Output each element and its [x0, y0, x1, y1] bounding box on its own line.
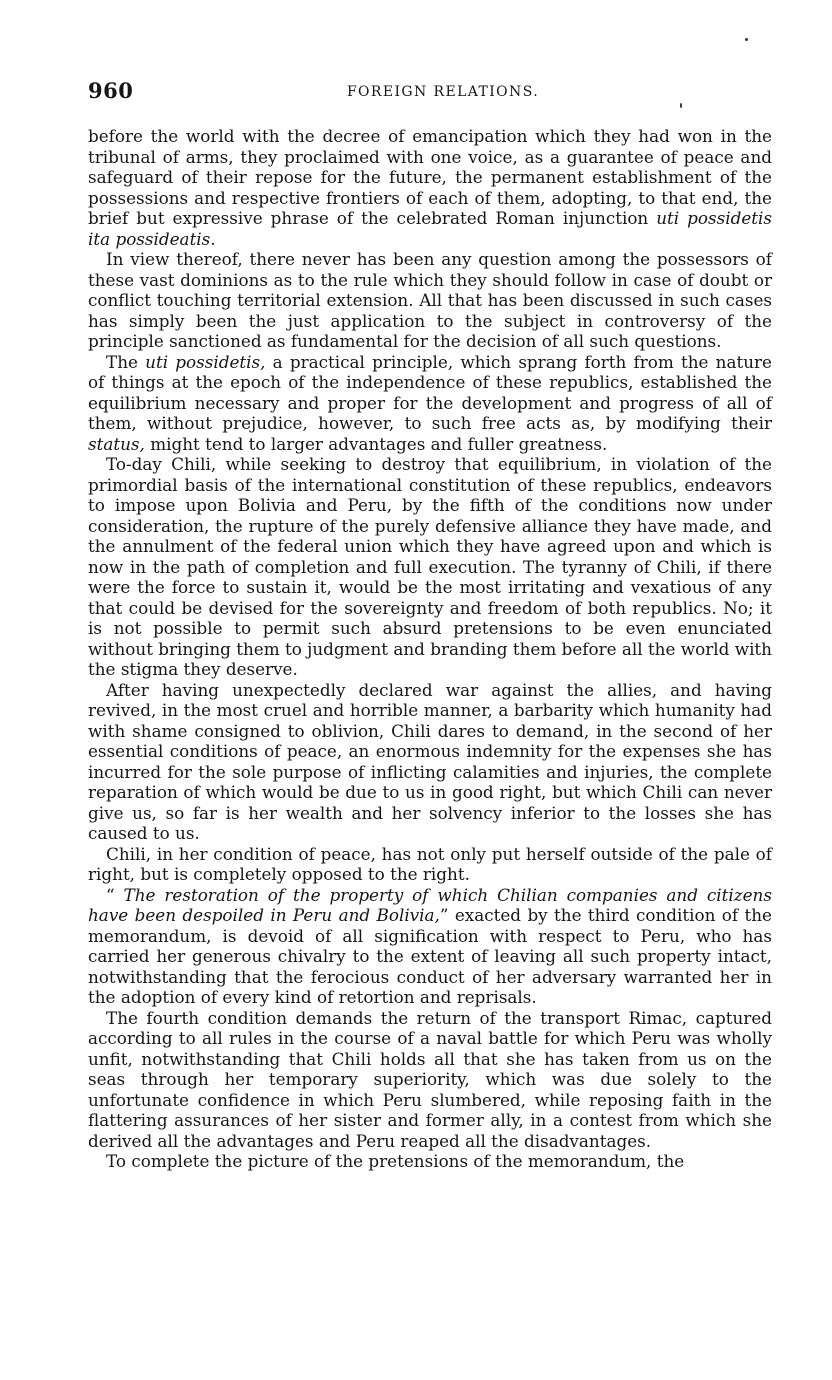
paragraph: In view thereof, there never has been any question among the possessors of these vast dominions as to the rule which they should follow in case of doubt or conflict touching territorial extension. All that has been discussed in such cases has simply been the just application to the subject in controversy of the principle sanctioned as fundamental for the decision of all such questions.	[88, 249, 772, 351]
paragraph: “ The restoration of the property of which Chilian companies and citizens have been despoiled in Peru and Bolivia,” exacted by the third condition of the memorandum, is devoid of all signification with respect to Peru, who has carried her generous chivalry to the extent of leaving all such property intact, notwithstanding that the ferocious conduct of her adversary warranted her in the adoption of every kind of retortion and reprisals.	[88, 884, 772, 1007]
paragraph: The fourth condition demands the return of the transport Rimac, captured according to all rules in the course of a naval battle for which Peru was wholly unfit, notwithstanding that Chili holds all that she has taken from us on the seas through her temporary superiority, which was due solely to the unfortunate confidence in which Peru slumbered, while reposing faith in the flattering assurances of her sister and former ally, in a contest from which she derived all the advantages and Peru reaped all the disadvantages.	[88, 1007, 772, 1151]
running-title: FOREIGN RELATIONS.	[346, 84, 540, 100]
paragraph: To-day Chili, while seeking to destroy that equilibrium, in violation of the primordial basis of the international constitution of these republics, endeavors to impose upon Bolivia and Peru, by the fifth of the conditions now under consideration, the rupture of the purely defensive alliance they have made, and the annulment of the federal union which they have agreed upon and which is now in the path of completion and full execution. The tyranny of Chili, if there were the force to sustain it, would be the most irritating and vexatious of any that could be devised for the sovereignty and freedom of both republics. No; it is not possible to permit such absurd pretensions to be even enunciated without bringing them to judgment and branding them before all the world with the stigma they deserve.	[88, 454, 772, 679]
paragraph: After having unexpectedly declared war against the allies, and having revived, in the most cruel and horrible manner, a barbarity which humanity had with shame consigned to oblivion, Chili dares to demand, in the second of her essential conditions of peace, an enormous indemnity for the expenses she has incurred for the sole purpose of inflicting calamities and injuries, the complete reparation of which would be due to us in good right, but which Chili can never give us, so far is her wealth and her solvency inferior to the losses she has caused to us.	[88, 679, 772, 843]
page-header	[88, 78, 778, 108]
print-speck	[745, 38, 748, 41]
paragraph: Chili, in her condition of peace, has not only put herself outside of the pale of right, but is completely opposed to the right.	[88, 843, 772, 884]
paragraph: To complete the picture of the pretensions of the memorandum, the	[106, 1151, 685, 1171]
page-number: 960	[88, 78, 134, 103]
paragraph: The uti possidetis, a practical principle, which sprang forth from the nature of things at the epoch of the independence of these republics, established the equilibrium necessary and proper for the development and progress of all of them, without prejudice, however, to such free acts as, by modifying their status, might tend to larger advantages and fuller greatness.	[88, 351, 772, 454]
body-text	[88, 126, 772, 1172]
paragraph: before the world with the decree of emancipation which they had won in the tribunal of arms, they proclaimed with one voice, as a guarantee of peace and safeguard of their repose for the future, the permanent establishment of the possessions and respective frontiers of each of them, adopting, to that end, the brief but expressive phrase of the celebrated Roman injunction uti possidetis ita possideatis.	[88, 126, 772, 249]
